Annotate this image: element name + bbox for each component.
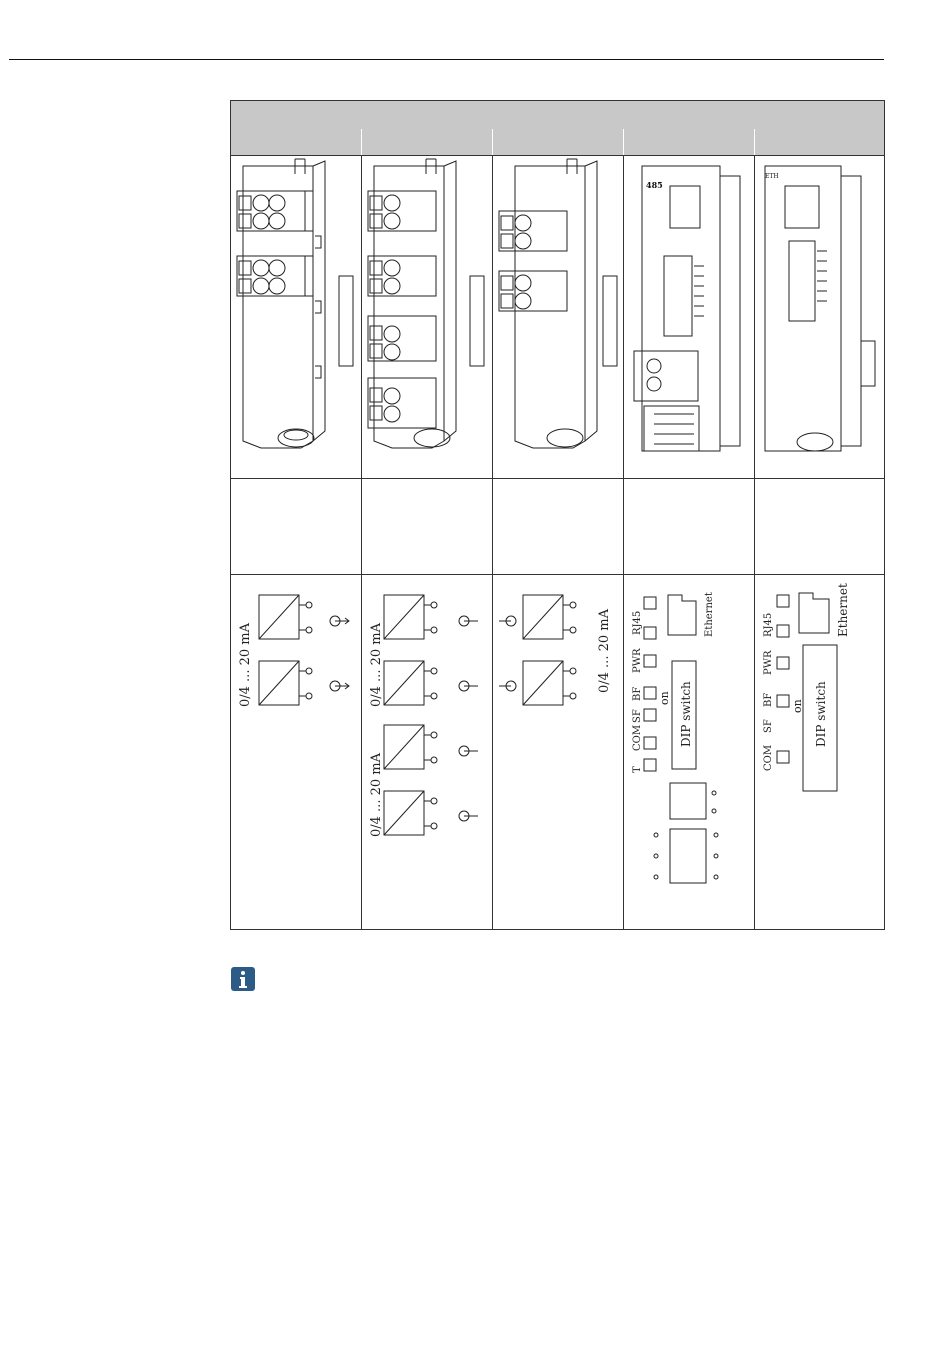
- svg-text:PWR: PWR: [763, 650, 774, 675]
- schematic-3: [493, 575, 623, 930]
- svg-text:SF: SF: [632, 709, 643, 723]
- top-rule: [9, 59, 884, 60]
- svg-text:on: on: [791, 699, 804, 713]
- svg-text:0/4 ... 20 mA: 0/4 ... 20 mA: [238, 623, 253, 707]
- svg-text:COM: COM: [632, 724, 643, 751]
- schematic-4: [624, 575, 754, 930]
- svg-text:PWR: PWR: [632, 648, 643, 673]
- svg-text:485: 485: [646, 180, 663, 190]
- module-table: [230, 100, 885, 930]
- info-icon: [231, 967, 255, 991]
- svg-text:Ethernet: Ethernet: [836, 583, 850, 637]
- module-drawing-3: [493, 156, 623, 478]
- svg-text:DIP switch: DIP switch: [679, 681, 693, 747]
- svg-text:RJ45: RJ45: [632, 610, 643, 635]
- schematic-2: [362, 575, 492, 930]
- svg-text:RJ45: RJ45: [763, 612, 774, 637]
- svg-text:0/4 ... 20 mA: 0/4 ... 20 mA: [369, 753, 384, 837]
- svg-text:BF: BF: [763, 692, 774, 707]
- svg-text:DIP switch: DIP switch: [814, 681, 828, 747]
- svg-text:0/4 ... 20 mA: 0/4 ... 20 mA: [597, 609, 612, 693]
- module-drawing-5: [755, 156, 885, 478]
- svg-text:ETH: ETH: [765, 173, 779, 180]
- schematic-5: [755, 575, 885, 930]
- module-drawing-4: [624, 156, 754, 478]
- svg-text:SF: SF: [763, 719, 774, 733]
- svg-text:BF: BF: [632, 686, 643, 701]
- schematic-1: [231, 575, 361, 930]
- svg-text:COM: COM: [763, 744, 774, 771]
- table-header: [231, 101, 884, 156]
- svg-text:on: on: [658, 691, 671, 705]
- svg-text:T: T: [632, 766, 643, 773]
- svg-text:0/4 ... 20 mA: 0/4 ... 20 mA: [369, 623, 384, 707]
- module-drawing-2: [362, 156, 492, 478]
- svg-text:Ethernet: Ethernet: [704, 592, 715, 637]
- module-drawing-1: [231, 156, 361, 478]
